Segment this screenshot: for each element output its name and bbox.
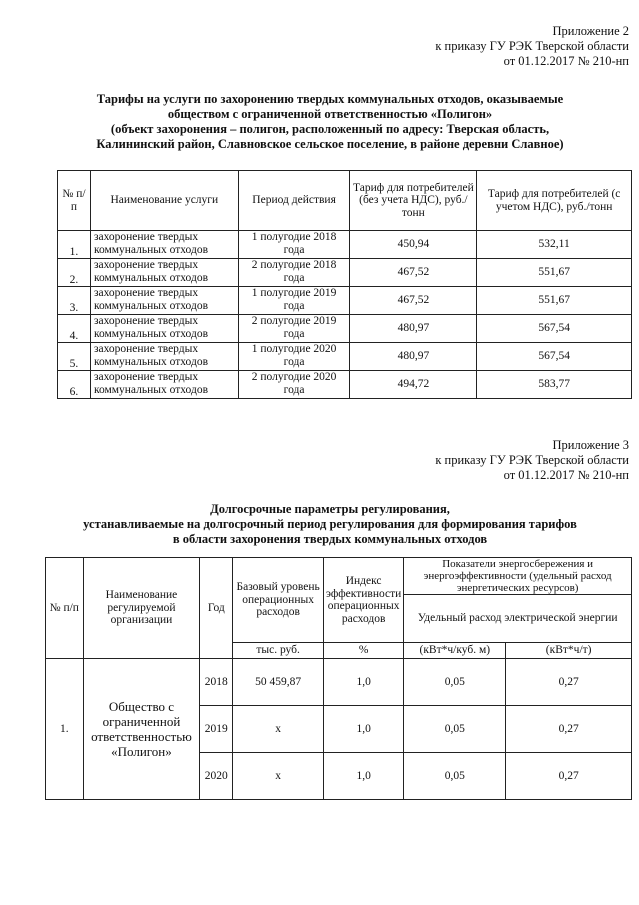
table-cell: 1 полугодие 2019 года xyxy=(238,287,350,315)
header-cell: № п/п xyxy=(58,171,91,231)
tariff-table xyxy=(57,170,632,399)
table-cell: 0,27 xyxy=(506,706,632,753)
table-cell: 2019 xyxy=(200,706,233,753)
header-row xyxy=(58,171,632,231)
table-cell: 0,27 xyxy=(506,659,632,706)
table-cell: 1,0 xyxy=(323,659,403,706)
title-line: Тарифы на услуги по захоронению твердых коммунальных отходов, оказываемые xyxy=(96,92,564,106)
order-ref: к приказу ГУ РЭК Тверской области xyxy=(435,453,629,467)
table-cell: Общество с ограниченной ответственностью «Полигон» xyxy=(83,659,200,800)
table-cell: 2020 xyxy=(200,753,233,800)
table-cell: захоронение твердых коммунальных отходов xyxy=(90,287,238,315)
title-line: Долгосрочные параметры регулирования, xyxy=(210,502,450,516)
table-cell: 0,05 xyxy=(404,659,506,706)
table-cell: 0,05 xyxy=(404,706,506,753)
unit-cell: (кВт*ч/т) xyxy=(506,643,632,659)
table-row xyxy=(58,371,632,399)
title-line: в области захоронения твердых коммунальных отходов xyxy=(172,532,488,546)
unit-cell: тыс. руб. xyxy=(233,643,324,659)
table-cell: 450,94 xyxy=(350,231,477,259)
table-cell: 2 полугодие 2020 года xyxy=(238,371,350,399)
header-cell: Тариф для потребителей (с учетом НДС), руб./тонн xyxy=(477,171,632,231)
header-cell: Период действия xyxy=(238,171,350,231)
table-cell: х xyxy=(233,753,324,800)
table-cell: 3. xyxy=(58,287,91,315)
table-cell: 2 полугодие 2018 года xyxy=(238,259,350,287)
table-cell: 0,05 xyxy=(404,753,506,800)
appendix-label: Приложение 2 xyxy=(552,24,629,38)
table-cell: 1,0 xyxy=(323,706,403,753)
table-cell: 4. xyxy=(58,315,91,343)
table-cell: 567,54 xyxy=(477,315,632,343)
order-date: от 01.12.2017 № 210-нп xyxy=(503,468,629,482)
title-line: устанавливаемые на долгосрочный период регулирования для формирования тарифов xyxy=(83,517,577,531)
table-row xyxy=(58,287,632,315)
table-cell: 551,67 xyxy=(477,259,632,287)
header-cell: № п/п xyxy=(46,558,84,659)
table-cell: 1. xyxy=(58,231,91,259)
table-cell: 551,67 xyxy=(477,287,632,315)
table-cell: 467,52 xyxy=(350,287,477,315)
table2-title xyxy=(40,502,620,547)
order-date: от 01.12.2017 № 210-нп xyxy=(503,54,629,68)
table-cell: 532,11 xyxy=(477,231,632,259)
table-cell: 2018 xyxy=(200,659,233,706)
appendix-label: Приложение 3 xyxy=(552,438,629,452)
table-cell: 1 полугодие 2018 года xyxy=(238,231,350,259)
table-cell: захоронение твердых коммунальных отходов xyxy=(90,231,238,259)
header-cell: Базовый уровень операционных расходов xyxy=(233,558,324,643)
table-cell: 480,97 xyxy=(350,315,477,343)
table-cell: 1 полугодие 2020 года xyxy=(238,343,350,371)
table-cell: 467,52 xyxy=(350,259,477,287)
table-cell: х xyxy=(233,706,324,753)
table-cell: 480,97 xyxy=(350,343,477,371)
table-cell: 494,72 xyxy=(350,371,477,399)
table1-title xyxy=(40,92,620,152)
table-cell: 5. xyxy=(58,343,91,371)
table-cell: 567,54 xyxy=(477,343,632,371)
header-cell: Показатели энергосбережения и энергоэффективности (удельный расход энергетических ресурсов) xyxy=(404,558,632,595)
header-cell: Год xyxy=(200,558,233,659)
table-cell: захоронение твердых коммунальных отходов xyxy=(90,371,238,399)
table-row xyxy=(46,659,632,706)
table-cell: 2. xyxy=(58,259,91,287)
table-row xyxy=(58,231,632,259)
header-cell: Тариф для потребителей (без учета НДС), руб./тонн xyxy=(350,171,477,231)
header-cell: Наименование услуги xyxy=(90,171,238,231)
parameters-table xyxy=(45,557,632,800)
header-cell: Индекс эффективности операционных расходов xyxy=(323,558,403,643)
table-cell: захоронение твердых коммунальных отходов xyxy=(90,315,238,343)
table-row xyxy=(58,259,632,287)
table-row xyxy=(58,315,632,343)
table-cell: 583,77 xyxy=(477,371,632,399)
header-cell: Удельный расход электрической энергии xyxy=(404,595,632,643)
table-cell: 1. xyxy=(46,659,84,800)
title-line: обществом с ограниченной ответственностью «Полигон» xyxy=(167,107,493,121)
appendix2-header xyxy=(435,24,629,69)
title-line: Калининский район, Славновское сельское поселение, в районе деревни Славное) xyxy=(96,137,564,151)
table-cell: 2 полугодие 2019 года xyxy=(238,315,350,343)
table-cell: 6. xyxy=(58,371,91,399)
table-row xyxy=(58,343,632,371)
header-cell: Наименование регулируемой организации xyxy=(83,558,200,659)
table-cell: захоронение твердых коммунальных отходов xyxy=(90,343,238,371)
table-cell: 1,0 xyxy=(323,753,403,800)
title-line: (объект захоронения – полигон, расположенный по адресу: Тверская область, xyxy=(110,122,550,136)
unit-cell: % xyxy=(323,643,403,659)
unit-cell: (кВт*ч/куб. м) xyxy=(404,643,506,659)
appendix3-header xyxy=(435,438,629,483)
table-cell: 50 459,87 xyxy=(233,659,324,706)
table-cell: 0,27 xyxy=(506,753,632,800)
table-cell: захоронение твердых коммунальных отходов xyxy=(90,259,238,287)
order-ref: к приказу ГУ РЭК Тверской области xyxy=(435,39,629,53)
